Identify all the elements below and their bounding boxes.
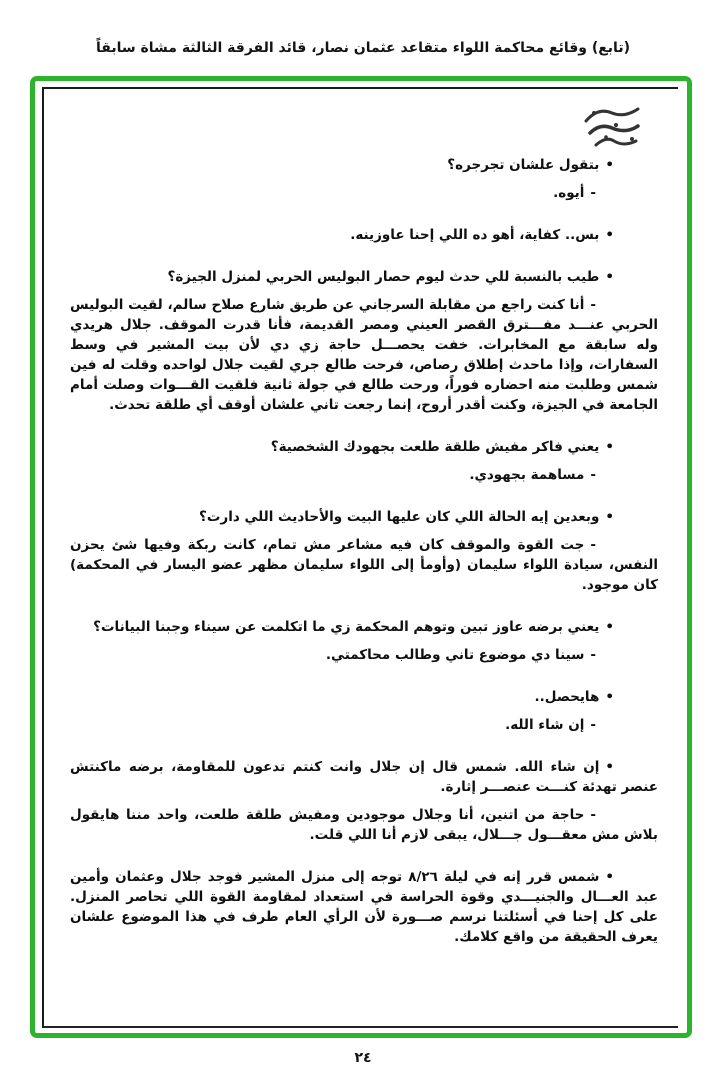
question-item [70,507,658,527]
dash-marker: - [590,717,596,733]
dialogue-text: إن شاء الله. [505,717,585,733]
dialogue-text: أنا كنت راجع من مقابلة السرجاني عن طريق شارع صلاح سالم، لقيت البوليس الحربي عنـــد مفـــترق القصر العيني ومصر القديمة، فأنا قدرت الموقف. جلال هريدي وله سابقة مع المخابرات. خفت يحصـــل حاجة زي دي لأن بيت المشير في وسط السفارات، وإذا ماحدث إطلاق رصاص، فرحت طالع جري لقيت جلال لواحده وقلت له فين شمس وطلبت منه احضاره فوراً، ورحت طالع في جولة ثانية فلقيت القـــوات وصلت أمام الجامعة في الجيزة، وكنت أقدر أروح، إنما رجعت تاني علشان أوقف أي طلقة تحدث. [70,297,658,413]
dialogue-text: بتقول علشان تجرجره؟ [447,157,600,173]
bullet-marker: • [605,619,614,635]
bullet-marker: • [605,869,615,885]
dialogue-text: شمس قرر إنه في ليلة ٨/٢٦ توجه إلى منزل المشير فوجد جلال وعثمان وأمين عبد العـــال والجنيـــدي وقوة الحراسة في استعداد لمقاومة القوة اللي تحاصر المنزل. على كل إحنا في أسئلتنا نرسم صـــورة لأن الرأي العام طرف في هذا الموضوع علشان يعرف الحقيقة من واقع كلامك. [70,869,658,945]
bullet-marker: • [605,269,614,285]
bullet-marker: • [605,227,614,243]
question-item [70,617,658,637]
answer-item [70,645,658,665]
dialogue-text: هايحصل.. [534,689,600,705]
page-number: ٢٤ [354,1050,372,1066]
dialogue-text: يعني برضه عاوز تبين وتوهم المحكمة زي ما اتكلمت عن سيناء وجبنا البيانات؟ [93,619,600,635]
dialogue-text: جت القوة والموقف كان فيه مشاعر مش تمام، كانت ربكة وفيها شئ يحزن النفس، سيادة اللواء سليمان (وأومأ إلى اللواء سليمان مظهر عضو اليسار في المحكمة) كان موجود. [70,537,658,593]
dialogue-text: يعني فاكر مفيش طلقة طلعت بجهودك الشخصية؟ [270,439,600,455]
dialogue-text: بس.. كفاية، أهو ده اللي إحنا عاوزينه. [350,227,600,243]
answer-item [70,535,658,595]
dialogue-text: وبعدين إيه الحالة اللي كان عليها البيت والأحاديث اللي دارت؟ [199,509,600,525]
question-item [70,437,658,457]
bullet-marker: • [605,759,614,775]
dash-marker: - [590,807,596,823]
page-title: (تابع) وقائع محاكمة اللواء متقاعد عثمان نصار، قائد الفرقة الثالثة مشاة سابقاً [96,40,630,56]
bullet-marker: • [605,439,614,455]
dialogue-list [44,89,678,1026]
answer-item [70,183,658,203]
scanned-page-edge [42,87,678,1028]
dash-marker: - [590,647,596,663]
question-item [70,225,658,245]
dialogue-text: إن شاء الله. شمس قال إن جلال وانت كنتم تدعون للمقاومة، برضه ماكنتش عنصر تهدئة كنـــت عنصـــر إثارة. [70,759,658,795]
bullet-marker: • [605,509,614,525]
dialogue-text: مساهمة بجهودي. [469,467,585,483]
answer-item [70,465,658,485]
dash-marker: - [590,185,596,201]
answer-item [70,715,658,735]
question-item [70,867,658,947]
question-item [70,267,658,287]
bullet-marker: • [605,157,614,173]
dialogue-text: طيب بالنسبة للي حدث ليوم حصار البوليس الحربي لمنزل الجيزة؟ [167,269,600,285]
dialogue-text: سينا دي موضوع تاني وطالب محاكمتي. [325,647,585,663]
dash-marker: - [590,537,596,553]
green-border-frame [30,76,692,1038]
bullet-marker: • [605,689,614,705]
dash-marker: - [590,467,596,483]
question-item [70,757,658,797]
question-item [70,155,658,175]
dialogue-text: حاجة من اتنين، أنا وجلال موجودين ومفيش طلقة طلعت، واحد مننا هايقول بلاش مش معقـــول جـــلال، يبقى لازم أنا اللي قلت. [70,807,658,843]
dialogue-text: أيوه. [553,185,585,201]
dash-marker: - [590,297,596,313]
answer-item [70,295,658,415]
question-item [70,687,658,707]
answer-item [70,805,658,845]
